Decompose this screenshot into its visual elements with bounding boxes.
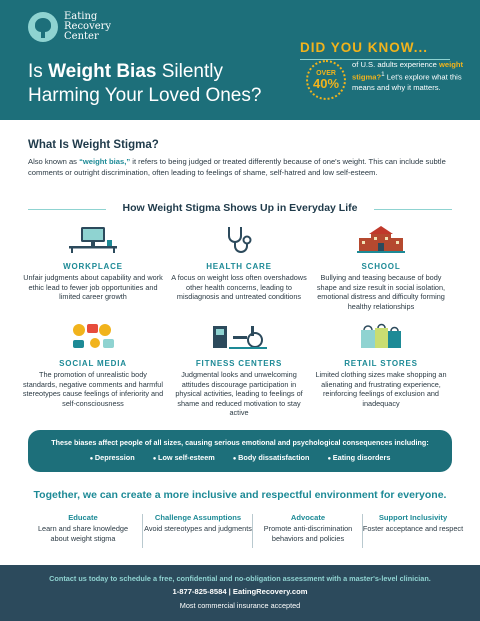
headline-post: Silently Harming Your Loved Ones? [28,61,262,106]
consequence-item: ● Body dissatisfaction [233,453,310,462]
action-title: Challenge Assumptions [154,513,242,522]
card-workplace [22,225,164,302]
social-media-reactions-icon [65,322,121,350]
action-text: Learn and share knowledge about weight stigma [37,524,129,543]
intro-pre: Also known as [28,157,80,166]
action-text: Avoid stereotypes and judgments [144,524,252,533]
intro-post: it refers to being judged or treated differently because of one's weight. This can include subtle comments or outright discrimination, often leading to feelings of shame, self-hatred and low self-esteem. [28,157,446,177]
card-fitness-centers [168,322,310,418]
brand-line-3: Center [64,31,99,42]
action-support-inclusivity [358,513,468,534]
consequence-item: ● Eating disorders [328,453,391,462]
stat-badge [306,60,346,100]
page-headline [28,60,298,108]
action-advocate [253,513,363,544]
dyk-text-post: Let's explore what this means and why it matters. [352,72,462,92]
card-text-fitness-centers: Judgmental looks and unwelcoming attitudes discourage participation in physical activities, leading to feelings of shame and reduced motivation to stay active [175,370,303,418]
card-text-school: Bullying and teasing because of body shape and size result in social isolation, emotional distress and difficulty forming healthy relationships [316,273,446,311]
together-title: Together, we can create a more inclusive and respectful environment for everyone. [33,489,447,501]
did-you-know-title: DID YOU KNOW... [300,40,429,55]
card-social-media [22,322,164,408]
brand-line-1: Eating [64,11,98,22]
gym-equipment-icon [209,322,269,350]
tree-logo-icon [28,12,58,42]
intro-term: “weight bias,” [79,157,131,166]
card-label-workplace: WORKPLACE [63,262,123,271]
brand-name [64,12,111,42]
shopping-bags-icon [355,322,407,350]
card-label-social-media: SOCIAL MEDIA [59,359,127,368]
dyk-text-highlight: weight stigma? [352,60,464,82]
stethoscope-icon [219,225,259,253]
did-you-know-panel [300,40,465,92]
footer [0,565,480,621]
consequences-banner [28,430,452,472]
dyk-footnote: 1 [381,71,385,78]
footer-cta: Contact us today to schedule a free, confidential and no-obligation assessment with a master's-level clinician. [49,574,431,583]
header-banner [0,0,480,120]
consequence-item: ● Depression [90,453,135,462]
card-label-retail-stores: RETAIL STORES [344,359,418,368]
school-building-icon [355,225,407,253]
card-text-social-media: The promotion of unrealistic body standards, negative comments and harmful stereotypes cause feelings of inferiority and self-consciousness [22,370,164,408]
footer-contact-link[interactable]: 1-877-825-8584 | EatingRecovery.com [172,587,308,596]
card-school [310,225,452,311]
headline-bold: Weight Bias [48,61,157,82]
card-text-retail-stores: Limited clothing sizes make shopping an alienating and frustrating experience, reinforcing feelings of exclusion and inadequacy [315,370,447,408]
brand-line-2: Recovery [64,21,112,32]
card-retail-stores [310,322,452,408]
headline-pre: Is [28,61,49,82]
card-label-fitness-centers: FITNESS CENTERS [195,359,283,368]
card-text-health-care: A focus on weight loss often overshadows other health concerns, leading to misdiagnosis and untreated conditions [171,273,307,302]
stat-over-label: OVER [316,70,336,77]
intro-title: What Is Weight Stigma? [28,139,159,151]
consequences-text: These biases affect people of all sizes, causing serious emotional and psychological consequences including: [51,438,429,447]
intro-paragraph [28,157,453,178]
action-educate [28,513,138,544]
card-text-workplace: Unfair judgments about capability and work ethic lead to fewer job opportunities and limited career growth [23,273,163,302]
dyk-text-pre: of U.S. adults experience [352,60,439,69]
action-text: Foster acceptance and respect [362,524,464,533]
consequences-list [28,453,452,462]
consequence-item: ● Low self-esteem [153,453,215,462]
card-label-school: SCHOOL [361,262,401,271]
brand-logo[interactable] [28,12,111,42]
how-section-title: How Weight Stigma Shows Up in Everyday Life [122,202,358,214]
action-title: Support Inclusivity [378,513,448,522]
action-text: Promote anti-discrimination behaviors and policies [263,524,353,543]
card-label-health-care: HEALTH CARE [206,262,272,271]
workplace-desk-icon [65,225,121,253]
did-you-know-text [352,60,470,93]
action-challenge-assumptions [143,513,253,534]
footer-insurance-note: Most commercial insurance accepted [179,601,301,610]
stat-value: 40% [312,76,340,91]
action-title: Educate [68,513,98,522]
card-health-care [168,225,310,302]
action-title: Advocate [290,513,326,522]
